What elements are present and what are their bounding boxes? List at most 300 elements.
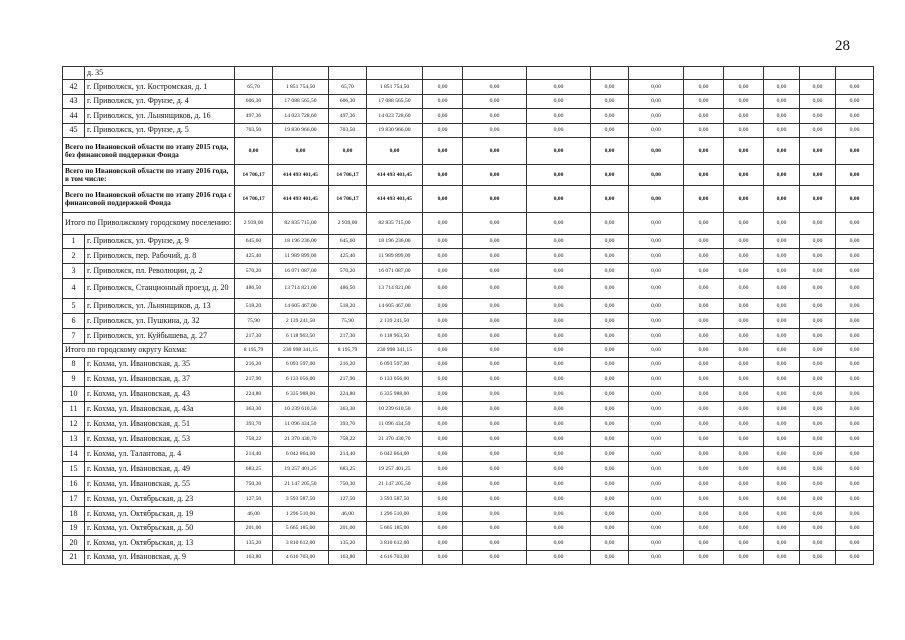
value-cell: 0,00 <box>684 462 724 477</box>
row-number: 44 <box>63 109 85 124</box>
table-row <box>63 522 874 536</box>
value-cell: 19 830 966,00 <box>367 124 423 138</box>
value-cell: 0,00 <box>423 314 463 329</box>
value-cell: 2 939,00 <box>235 213 273 235</box>
value-cell: 0,00 <box>764 299 800 314</box>
value-cell: 13 714 821,00 <box>367 279 423 299</box>
value-cell: 0,00 <box>591 447 629 462</box>
value-cell: 0,00 <box>527 165 591 186</box>
value-cell: 16 071 087,00 <box>273 264 329 279</box>
value-cell: 0,00 <box>684 213 724 235</box>
value-cell <box>463 67 527 80</box>
value-cell: 0,00 <box>724 299 764 314</box>
value-cell: 0,00 <box>591 417 629 432</box>
value-cell: 0,00 <box>800 492 836 507</box>
row-number: 12 <box>63 417 85 432</box>
value-cell: 0,00 <box>764 95 800 109</box>
value-cell: 0,00 <box>764 213 800 235</box>
value-cell: 0,00 <box>463 186 527 213</box>
value-cell: 0,00 <box>684 109 724 124</box>
value-cell: 0,00 <box>764 314 800 329</box>
value-cell: 0,00 <box>800 299 836 314</box>
value-cell: 5 665 185,00 <box>273 522 329 536</box>
value-cell: 0,00 <box>629 314 684 329</box>
value-cell: 683,25 <box>329 462 367 477</box>
value-cell: 0,00 <box>591 138 629 165</box>
value-cell: 0,00 <box>684 329 724 344</box>
value-cell <box>527 67 591 80</box>
value-cell: 0,00 <box>629 299 684 314</box>
value-cell: 1 296 510,00 <box>367 507 423 522</box>
value-cell: 0,00 <box>629 402 684 417</box>
value-cell: 414 493 401,45 <box>273 186 329 213</box>
address-cell: г. Кохма, ул. Ивановская, д. 55 <box>85 477 235 492</box>
value-cell: 0,00 <box>764 551 800 565</box>
value-cell: 0,00 <box>800 109 836 124</box>
value-cell: 0,00 <box>629 279 684 299</box>
value-cell <box>764 67 800 80</box>
value-cell: 0,00 <box>764 80 800 95</box>
address-cell: г. Кохма, ул. Талантова, д. 4 <box>85 447 235 462</box>
value-cell: 0,00 <box>423 213 463 235</box>
row-number: 45 <box>63 124 85 138</box>
value-cell: 0,00 <box>764 124 800 138</box>
address-cell: г. Приволжск, пл. Революции, д. 2 <box>85 264 235 279</box>
value-cell: 0,00 <box>591 358 629 372</box>
value-cell: 0,00 <box>764 344 800 358</box>
value-cell: 0,00 <box>423 387 463 402</box>
value-cell: 82 835 715,00 <box>273 213 329 235</box>
value-cell: 217,90 <box>329 372 367 387</box>
value-cell: 0,00 <box>591 536 629 551</box>
value-cell <box>724 67 764 80</box>
address-cell: г. Кохма, ул. Ивановская, д. 37 <box>85 372 235 387</box>
value-cell: 0,00 <box>800 462 836 477</box>
value-cell: 0,00 <box>764 536 800 551</box>
value-cell: 6 335 988,00 <box>367 387 423 402</box>
value-cell: 0,00 <box>800 314 836 329</box>
value-cell: 0,00 <box>836 213 874 235</box>
summary-label: Всего по Ивановской области по этапу 2016 года с финансовой поддержкой Фонда <box>63 186 235 213</box>
table-row <box>63 299 874 314</box>
table-row <box>63 507 874 522</box>
value-cell: 0,00 <box>724 507 764 522</box>
value-cell: 6 093 597,00 <box>273 358 329 372</box>
value-cell: 0,00 <box>724 329 764 344</box>
value-cell: 0,00 <box>629 235 684 249</box>
table-row <box>63 249 874 264</box>
value-cell: 0,00 <box>423 109 463 124</box>
housing-program-table <box>62 66 874 565</box>
value-cell: 217,30 <box>329 329 367 344</box>
value-cell: 0,00 <box>527 551 591 565</box>
value-cell: 0,00 <box>800 447 836 462</box>
table-row <box>63 279 874 299</box>
table-row <box>63 67 874 80</box>
value-cell: 216,20 <box>235 358 273 372</box>
value-cell <box>273 67 329 80</box>
table-row <box>63 432 874 447</box>
value-cell: 0,00 <box>836 249 874 264</box>
value-cell: 0,00 <box>423 447 463 462</box>
summary-row <box>63 165 874 186</box>
value-cell: 0,00 <box>836 358 874 372</box>
value-cell: 0,00 <box>836 329 874 344</box>
value-cell: 127,50 <box>329 492 367 507</box>
summary-label: Всего по Ивановской области по этапу 2016 года, в том числе: <box>63 165 235 186</box>
row-number: 5 <box>63 299 85 314</box>
value-cell: 0,00 <box>764 279 800 299</box>
value-cell: 0,00 <box>463 492 527 507</box>
value-cell: 0,00 <box>463 551 527 565</box>
row-number: 10 <box>63 387 85 402</box>
value-cell: 497,36 <box>235 109 273 124</box>
value-cell: 1 851 754,50 <box>367 80 423 95</box>
row-number <box>63 67 85 80</box>
value-cell: 1 296 510,00 <box>273 507 329 522</box>
value-cell: 0,00 <box>463 314 527 329</box>
value-cell: 0,00 <box>463 462 527 477</box>
value-cell: 0,00 <box>836 314 874 329</box>
address-cell: г. Приволжск, ул. Куйбышева, д. 27 <box>85 329 235 344</box>
value-cell: 3 593 587,50 <box>367 492 423 507</box>
value-cell: 0,00 <box>724 551 764 565</box>
value-cell: 0,00 <box>629 95 684 109</box>
value-cell: 0,00 <box>329 138 367 165</box>
value-cell: 0,00 <box>836 372 874 387</box>
value-cell: 0,00 <box>629 372 684 387</box>
value-cell: 0,00 <box>591 329 629 344</box>
value-cell: 0,00 <box>423 417 463 432</box>
value-cell: 0,00 <box>629 165 684 186</box>
value-cell: 0,00 <box>724 402 764 417</box>
value-cell: 201,00 <box>329 522 367 536</box>
value-cell: 0,00 <box>591 80 629 95</box>
value-cell: 0,00 <box>527 138 591 165</box>
value-cell: 8 195,79 <box>235 344 273 358</box>
value-cell: 0,00 <box>836 124 874 138</box>
value-cell: 0,00 <box>800 417 836 432</box>
value-cell: 0,00 <box>836 387 874 402</box>
row-number: 20 <box>63 536 85 551</box>
value-cell: 645,60 <box>235 235 273 249</box>
value-cell: 0,00 <box>591 249 629 264</box>
value-cell: 0,00 <box>836 109 874 124</box>
value-cell: 14 706,17 <box>329 165 367 186</box>
value-cell: 0,00 <box>764 235 800 249</box>
row-number: 8 <box>63 358 85 372</box>
value-cell: 0,00 <box>527 417 591 432</box>
value-cell: 0,00 <box>836 536 874 551</box>
value-cell: 414 493 401,45 <box>273 165 329 186</box>
value-cell: 0,00 <box>629 329 684 344</box>
value-cell: 0,00 <box>527 109 591 124</box>
value-cell: 0,00 <box>724 417 764 432</box>
value-cell: 0,00 <box>527 213 591 235</box>
value-cell: 0,00 <box>423 372 463 387</box>
value-cell: 6 335 988,00 <box>273 387 329 402</box>
value-cell: 0,00 <box>527 402 591 417</box>
value-cell: 163,80 <box>235 551 273 565</box>
row-number: 17 <box>63 492 85 507</box>
value-cell: 0,00 <box>423 186 463 213</box>
value-cell: 0,00 <box>684 165 724 186</box>
value-cell: 0,00 <box>591 507 629 522</box>
value-cell: 0,00 <box>684 279 724 299</box>
value-cell: 0,00 <box>800 249 836 264</box>
value-cell: 0,00 <box>724 462 764 477</box>
value-cell: 0,00 <box>629 507 684 522</box>
value-cell: 703,50 <box>329 124 367 138</box>
value-cell: 0,00 <box>527 372 591 387</box>
value-cell: 1 851 754,50 <box>273 80 329 95</box>
value-cell: 0,00 <box>629 417 684 432</box>
value-cell: 10 239 610,50 <box>273 402 329 417</box>
value-cell: 5 665 185,00 <box>367 522 423 536</box>
value-cell: 0,00 <box>423 477 463 492</box>
row-number: 2 <box>63 249 85 264</box>
address-cell: г. Приволжск, ул. Фрунзе, д. 9 <box>85 235 235 249</box>
value-cell: 0,00 <box>423 522 463 536</box>
value-cell: 0,00 <box>764 109 800 124</box>
value-cell: 0,00 <box>463 249 527 264</box>
value-cell: 0,00 <box>764 522 800 536</box>
value-cell: 0,00 <box>591 109 629 124</box>
value-cell: 0,00 <box>836 279 874 299</box>
value-cell: 14 023 728,60 <box>367 109 423 124</box>
value-cell: 703,50 <box>235 124 273 138</box>
value-cell: 0,00 <box>273 138 329 165</box>
value-cell: 21 370 430,70 <box>273 432 329 447</box>
value-cell <box>800 67 836 80</box>
value-cell: 8 195,79 <box>329 344 367 358</box>
value-cell: 0,00 <box>591 551 629 565</box>
value-cell: 0,00 <box>836 186 874 213</box>
address-cell: г. Приволжск, ул. Фрунзе, д. 4 <box>85 95 235 109</box>
value-cell: 0,00 <box>527 249 591 264</box>
value-cell: 0,00 <box>684 95 724 109</box>
value-cell: 19 830 966,00 <box>273 124 329 138</box>
value-cell: 0,00 <box>463 447 527 462</box>
value-cell <box>629 67 684 80</box>
value-cell: 0,00 <box>629 387 684 402</box>
table-row <box>63 417 874 432</box>
address-cell: г. Кохма, ул. Октябрьская, д. 19 <box>85 507 235 522</box>
value-cell: 0,00 <box>724 235 764 249</box>
value-cell: 0,00 <box>836 80 874 95</box>
value-cell: 0,00 <box>836 138 874 165</box>
value-cell: 0,00 <box>800 477 836 492</box>
value-cell: 0,00 <box>836 344 874 358</box>
value-cell: 0,00 <box>591 402 629 417</box>
address-cell: г. Приволжск, ул. Пушкина, д. 32 <box>85 314 235 329</box>
value-cell: 425,40 <box>329 249 367 264</box>
value-cell: 0,00 <box>463 279 527 299</box>
value-cell: 3 810 612,00 <box>367 536 423 551</box>
value-cell: 0,00 <box>724 536 764 551</box>
value-cell: 0,00 <box>800 402 836 417</box>
value-cell: 6 133 056,00 <box>273 372 329 387</box>
value-cell: 570,20 <box>329 264 367 279</box>
table-row <box>63 235 874 249</box>
value-cell: 18 196 236,00 <box>367 235 423 249</box>
value-cell: 0,00 <box>629 213 684 235</box>
value-cell: 0,00 <box>629 536 684 551</box>
value-cell: 0,00 <box>684 235 724 249</box>
value-cell: 0,00 <box>463 432 527 447</box>
value-cell: 0,00 <box>724 344 764 358</box>
value-cell: 0,00 <box>423 264 463 279</box>
value-cell: 0,00 <box>836 522 874 536</box>
value-cell: 0,00 <box>629 522 684 536</box>
value-cell: 0,00 <box>527 186 591 213</box>
table-row <box>63 329 874 344</box>
page-number: 28 <box>835 38 850 54</box>
value-cell: 0,00 <box>591 165 629 186</box>
value-cell: 0,00 <box>629 447 684 462</box>
value-cell: 0,00 <box>591 372 629 387</box>
value-cell: 0,00 <box>800 279 836 299</box>
value-cell: 2 939,00 <box>329 213 367 235</box>
value-cell: 14 706,17 <box>329 186 367 213</box>
value-cell: 570,20 <box>235 264 273 279</box>
value-cell: 0,00 <box>423 507 463 522</box>
value-cell: 0,00 <box>836 264 874 279</box>
value-cell: 0,00 <box>463 329 527 344</box>
table-row <box>63 402 874 417</box>
value-cell: 0,00 <box>764 387 800 402</box>
value-cell: 0,00 <box>463 138 527 165</box>
value-cell: 0,00 <box>684 314 724 329</box>
value-cell: 0,00 <box>724 477 764 492</box>
value-cell: 606,30 <box>235 95 273 109</box>
value-cell: 0,00 <box>423 329 463 344</box>
value-cell: 486,50 <box>329 279 367 299</box>
value-cell: 4 616 703,00 <box>367 551 423 565</box>
value-cell: 0,00 <box>724 249 764 264</box>
value-cell: 0,00 <box>527 264 591 279</box>
row-number: 11 <box>63 402 85 417</box>
summary-label: Всего по Ивановской области по этапу 2015 года, без финансовой поддержки Фонда <box>63 138 235 165</box>
value-cell: 0,00 <box>836 402 874 417</box>
value-cell: 0,00 <box>423 124 463 138</box>
value-cell: 0,00 <box>836 551 874 565</box>
value-cell: 0,00 <box>629 358 684 372</box>
value-cell: 0,00 <box>423 80 463 95</box>
value-cell: 6 118 963,50 <box>367 329 423 344</box>
row-number: 6 <box>63 314 85 329</box>
value-cell: 0,00 <box>800 536 836 551</box>
value-cell <box>836 67 874 80</box>
value-cell: 683,25 <box>235 462 273 477</box>
value-cell: 224,80 <box>235 387 273 402</box>
value-cell: 393,70 <box>235 417 273 432</box>
value-cell: 0,00 <box>800 138 836 165</box>
row-number: 18 <box>63 507 85 522</box>
table-row <box>63 264 874 279</box>
value-cell: 0,00 <box>724 358 764 372</box>
value-cell: 0,00 <box>684 507 724 522</box>
row-number: 13 <box>63 432 85 447</box>
value-cell: 21 370 430,70 <box>367 432 423 447</box>
value-cell: 163,80 <box>329 551 367 565</box>
value-cell: 0,00 <box>527 522 591 536</box>
value-cell: 0,00 <box>800 522 836 536</box>
value-cell: 0,00 <box>800 358 836 372</box>
value-cell: 0,00 <box>463 344 527 358</box>
address-cell: г. Кохма, ул. Ивановская, д. 49 <box>85 462 235 477</box>
value-cell: 19 257 401,25 <box>367 462 423 477</box>
value-cell: 0,00 <box>684 372 724 387</box>
value-cell: 0,00 <box>800 264 836 279</box>
value-cell: 0,00 <box>684 124 724 138</box>
value-cell: 217,30 <box>235 329 273 344</box>
value-cell: 0,00 <box>463 522 527 536</box>
value-cell: 750,30 <box>329 477 367 492</box>
value-cell: 14 706,17 <box>235 165 273 186</box>
value-cell: 0,00 <box>591 462 629 477</box>
value-cell: 0,00 <box>800 213 836 235</box>
value-cell: 14 605 467,00 <box>273 299 329 314</box>
value-cell: 0,00 <box>629 477 684 492</box>
value-cell: 0,00 <box>836 477 874 492</box>
value-cell: 17 088 565,50 <box>367 95 423 109</box>
value-cell: 0,00 <box>463 95 527 109</box>
address-cell: г. Кохма, ул. Октябрьская, д. 13 <box>85 536 235 551</box>
value-cell: 0,00 <box>591 186 629 213</box>
value-cell: 0,00 <box>423 492 463 507</box>
value-cell: 0,00 <box>527 235 591 249</box>
value-cell: 135,20 <box>329 536 367 551</box>
value-cell: 0,00 <box>527 80 591 95</box>
value-cell: 0,00 <box>463 80 527 95</box>
value-cell: 0,00 <box>836 507 874 522</box>
value-cell: 0,00 <box>764 507 800 522</box>
address-cell: г. Приволжск, Станционный проезд, д. 20 <box>85 279 235 299</box>
value-cell: 0,00 <box>463 387 527 402</box>
value-cell: 0,00 <box>527 462 591 477</box>
value-cell: 0,00 <box>684 358 724 372</box>
value-cell: 0,00 <box>367 138 423 165</box>
value-cell: 0,00 <box>591 387 629 402</box>
value-cell: 0,00 <box>591 477 629 492</box>
table-row <box>63 358 874 372</box>
value-cell: 18 196 236,00 <box>273 235 329 249</box>
value-cell: 0,00 <box>684 387 724 402</box>
value-cell: 0,00 <box>836 462 874 477</box>
value-cell: 0,00 <box>724 124 764 138</box>
value-cell: 0,00 <box>591 124 629 138</box>
value-cell: 0,00 <box>764 264 800 279</box>
value-cell: 46,00 <box>329 507 367 522</box>
value-cell: 6 042 864,00 <box>367 447 423 462</box>
value-cell: 14 706,17 <box>235 186 273 213</box>
value-cell: 0,00 <box>764 372 800 387</box>
value-cell: 0,00 <box>527 432 591 447</box>
value-cell: 0,00 <box>684 477 724 492</box>
value-cell: 0,00 <box>684 299 724 314</box>
summary-row <box>63 186 874 213</box>
value-cell: 0,00 <box>463 299 527 314</box>
value-cell <box>591 67 629 80</box>
value-cell: 3 810 612,00 <box>273 536 329 551</box>
value-cell: 0,00 <box>684 492 724 507</box>
value-cell: 0,00 <box>527 329 591 344</box>
value-cell: 0,00 <box>724 95 764 109</box>
value-cell: 0,00 <box>836 299 874 314</box>
value-cell: 0,00 <box>800 80 836 95</box>
value-cell: 75,90 <box>235 314 273 329</box>
